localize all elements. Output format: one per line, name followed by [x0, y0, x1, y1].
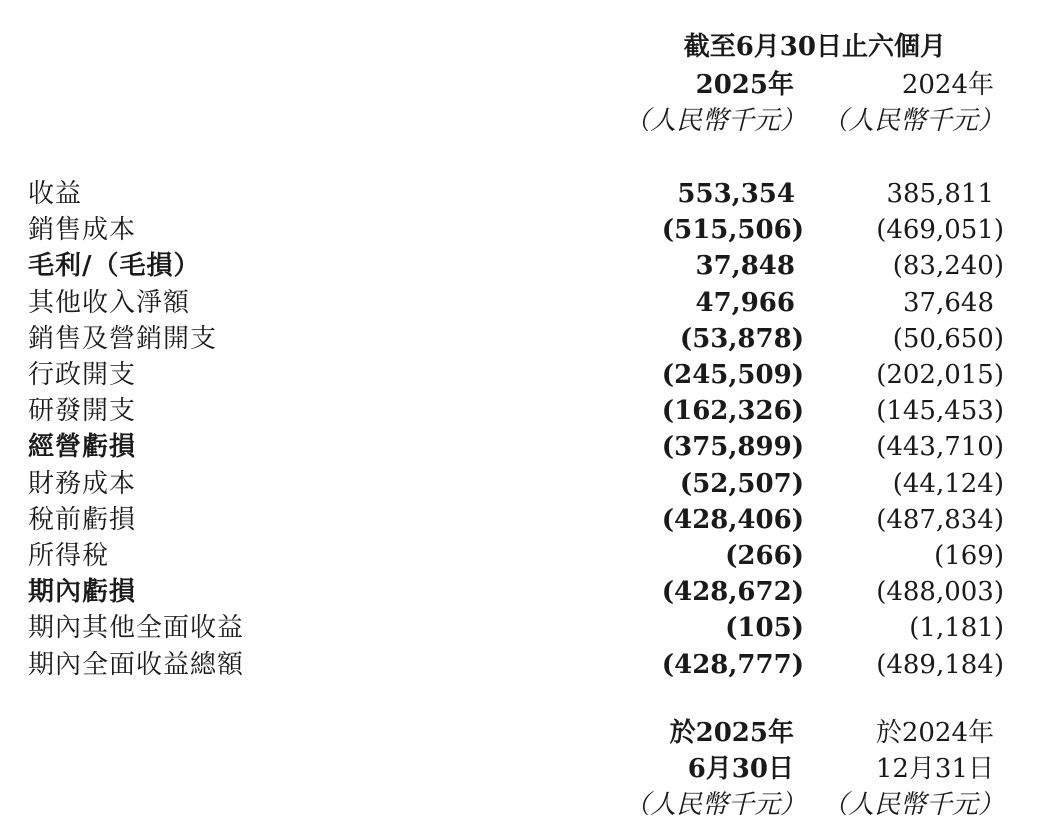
table-row: [0, 393, 1042, 429]
value-2025: (428,406): [661, 504, 804, 535]
value-2024: (469,051): [876, 215, 1004, 246]
value-2024: (1,181): [909, 613, 1004, 644]
value-2025: (162,326): [661, 396, 804, 427]
column-header-2024: 2024年: [901, 70, 994, 100]
value-2024: (489,184): [876, 649, 1004, 680]
value-2024: (488,003): [876, 577, 1004, 608]
table-row: [0, 647, 1042, 683]
table-row: [0, 248, 1042, 284]
value-2024: (487,834): [876, 504, 1004, 535]
value-2025: (52,507): [679, 468, 804, 499]
table-row: [0, 357, 1042, 393]
value-2025: 553,354: [677, 179, 795, 209]
table-row: [0, 466, 1042, 502]
value-2024: (44,124): [892, 468, 1004, 499]
table-row: [0, 538, 1042, 574]
value-2024: (83,240): [892, 251, 1004, 282]
value-2024: (202,015): [876, 360, 1004, 390]
footer-unit-label-2024: （人民幣千元）: [821, 790, 1004, 820]
value-2024: (50,650): [892, 323, 1004, 354]
unit-label-2024: （人民幣千元）: [821, 106, 1004, 136]
value-2025: (428,777): [661, 649, 804, 680]
table-row: [0, 502, 1042, 538]
table-row: [0, 574, 1042, 610]
value-2024: (169): [934, 541, 1004, 571]
value-2024: (145,453): [876, 396, 1004, 427]
row-label: 其他收入淨額: [28, 287, 191, 318]
value-2025: 37,848: [695, 251, 795, 282]
footer-unit-label-2025: （人民幣千元）: [623, 790, 806, 820]
as-at-2024-label: 於2024年: [875, 718, 994, 748]
value-2025: (375,899): [661, 432, 804, 463]
column-header-2025: 2025年: [695, 70, 794, 100]
as-at-2025-label: 於2025年: [669, 718, 794, 748]
row-label: 期內虧損: [28, 577, 137, 608]
row-label: 行政開支: [28, 360, 137, 390]
row-label: 稅前虧損: [28, 504, 137, 535]
value-2024: 37,648: [903, 287, 994, 318]
unit-label-2025: （人民幣千元）: [623, 106, 806, 136]
value-2025: (245,509): [661, 360, 804, 390]
row-label: 毛利/（毛損）: [28, 251, 201, 282]
value-2025: 47,966: [695, 287, 795, 318]
value-2024: 385,811: [886, 179, 994, 209]
row-label: 經營虧損: [28, 432, 137, 463]
table-row: [0, 610, 1042, 646]
period-heading: 截至6月30日止六個月: [683, 32, 946, 62]
date-2025-label: 6月30日: [687, 754, 794, 784]
value-2025: (105): [725, 613, 804, 644]
table-row: [0, 321, 1042, 357]
row-label: 研發開支: [28, 396, 137, 427]
row-label: 期內其他全面收益: [28, 613, 245, 644]
date-2024-label: 12月31日: [875, 754, 994, 784]
table-row: [0, 212, 1042, 248]
value-2024: (443,710): [876, 432, 1004, 463]
row-label: 銷售成本: [28, 215, 137, 246]
value-2025: (53,878): [679, 323, 804, 354]
value-2025: (428,672): [661, 577, 804, 608]
table-row: [0, 429, 1042, 465]
row-label: 所得稅: [28, 541, 110, 571]
row-label: 期內全面收益總額: [28, 649, 245, 680]
value-2025: (515,506): [661, 215, 804, 246]
table-row: [0, 176, 1042, 212]
value-2025: (266): [725, 541, 804, 571]
table-row: [0, 285, 1042, 321]
row-label: 銷售及營銷開支: [28, 323, 218, 354]
row-label: 財務成本: [28, 468, 137, 499]
row-label: 收益: [28, 179, 83, 209]
